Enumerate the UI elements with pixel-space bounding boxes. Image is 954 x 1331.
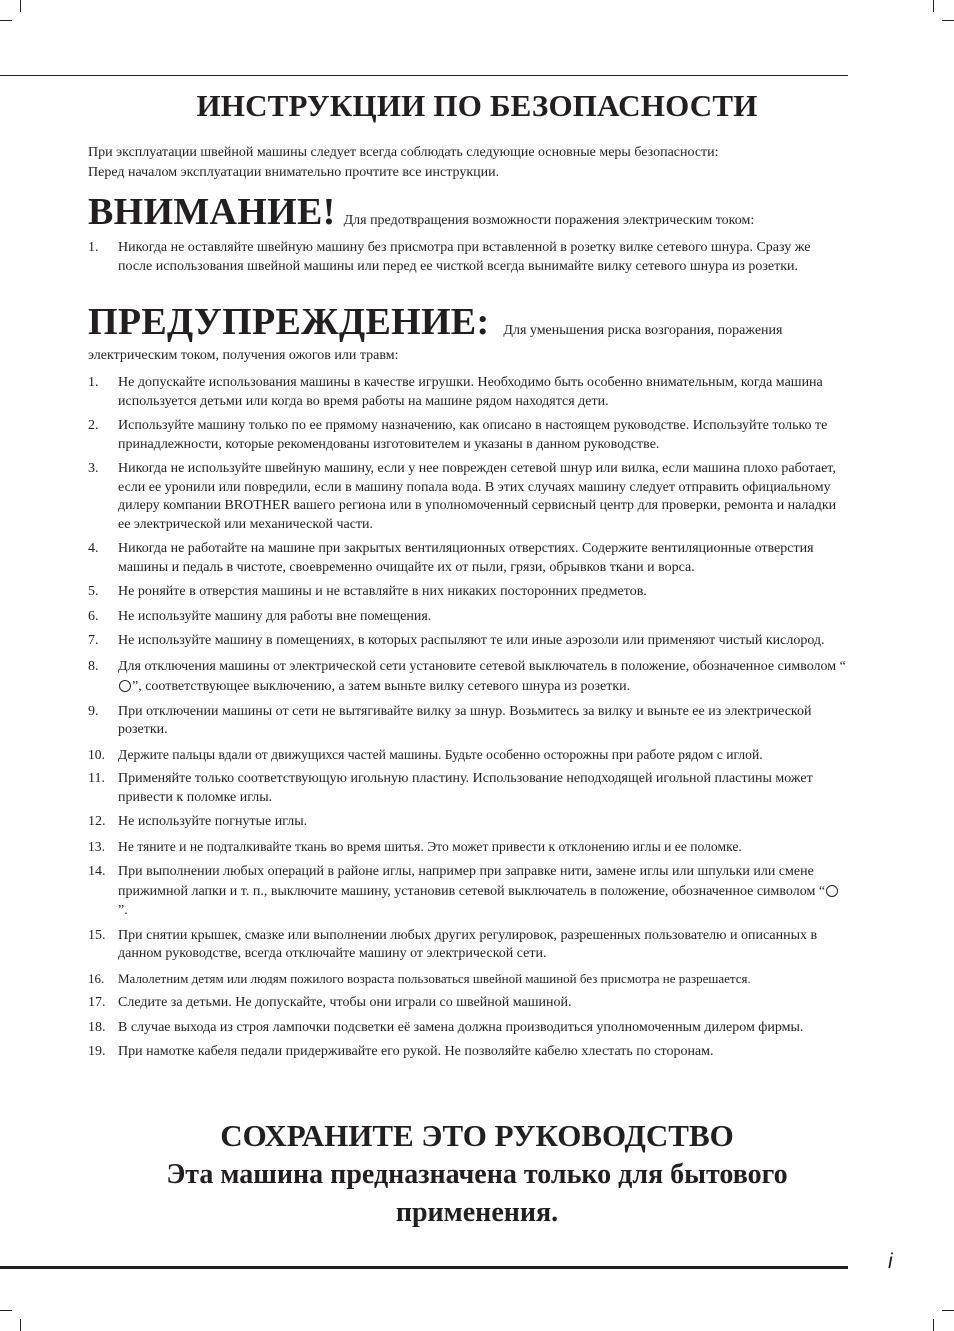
- home-use-line: применения.: [395, 1197, 559, 1228]
- crop-mark: [20, 0, 21, 12]
- warning-note-continued: электрическим током, получения ожогов или травм:: [88, 348, 399, 363]
- list-item: [88, 608, 848, 627]
- item-text: Не роняйте в отверстия машины и не вставляйте в них никаких посторонних предметов.: [118, 584, 647, 599]
- circle-off-symbol-icon: [826, 885, 838, 897]
- list-item: [88, 994, 848, 1013]
- item-text: При снятии крышек, смазке или выполнении любых других регулировок, разрешенных пользователю и описанных в данном руководстве, всегда отключайте машину от электрической сети.: [118, 927, 818, 961]
- crop-mark: [0, 20, 12, 21]
- warning-list: [88, 374, 848, 1062]
- item-number: 5.: [88, 584, 99, 599]
- page-title: ИНСТРУКЦИИ ПО БЕЗОПАСНОСТИ: [196, 88, 758, 123]
- item-number: 6.: [88, 608, 99, 624]
- list-item: [88, 927, 848, 964]
- item-number: 2.: [88, 418, 99, 433]
- item-text: Не допускайте использования машины в качестве игрушки. Необходимо быть особенно внимательным, когда машина используется детьми или когда во время работы на машине рядом находятся дети.: [118, 375, 823, 409]
- intro-text: [88, 143, 848, 183]
- item-number: 3.: [88, 461, 99, 476]
- caution-heading: ВНИМАНИЕ!: [88, 191, 336, 233]
- list-item: [88, 374, 848, 411]
- item-text: Используйте машину только по ее прямому назначению, как описано в настоящем руководстве. Используйте только те принадлежности, которые рекомендованы изготовителем и указаны в данном руководстве.: [118, 418, 828, 452]
- item-number: 1.: [88, 240, 99, 255]
- home-use-line: Эта машина предназначена только для бытового: [166, 1159, 788, 1190]
- crop-mark: [0, 1310, 12, 1311]
- item-text: ”, соответствующее выключению, а затем выньте вилку сетевого шнура из розетки.: [132, 678, 631, 694]
- item-text: ”.: [118, 903, 128, 918]
- item-number: 13.: [88, 838, 105, 854]
- list-item: [88, 838, 848, 857]
- crop-mark: [20, 1319, 21, 1331]
- item-number: 10.: [88, 746, 105, 762]
- item-text: Не используйте машину в помещениях, в которых распыляют те или иные аэрозоли или применяют чистый кислород.: [118, 633, 825, 648]
- item-number: 11.: [88, 771, 105, 786]
- item-text: При отключении машины от сети не вытягивайте вилку за шнур. Возьмитесь за вилку и выньте ее из электрической розетки.: [118, 703, 812, 737]
- warning-heading-row: [88, 300, 858, 344]
- item-text: При намотке кабеля педали придерживайте его рукой. Не позволяйте кабелю хлестать по сторонам.: [118, 1044, 714, 1059]
- item-text: Малолетним детям или людям пожилого возраста пользоваться швейной машиной без присмотра не разрешается.: [118, 970, 751, 986]
- page-number: i: [888, 1250, 893, 1273]
- item-text: В случае выхода из строя лампочки подсветки её замена должна производиться уполномоченным дилером фирмы.: [118, 1019, 804, 1035]
- list-item: [88, 1043, 848, 1062]
- list-item: [88, 746, 848, 765]
- caution-list: [88, 239, 848, 276]
- list-item: [88, 239, 848, 276]
- warning-heading: ПРЕДУПРЕЖДЕНИЕ:: [88, 301, 490, 343]
- item-number: 17.: [88, 995, 106, 1010]
- list-item: [88, 540, 848, 577]
- list-item: [88, 1019, 848, 1038]
- item-number: 8.: [88, 658, 99, 674]
- list-item: [88, 703, 848, 740]
- list-item: [88, 657, 848, 697]
- item-number: 19.: [88, 1044, 106, 1059]
- item-text: Никогда не работайте на машине при закрытых вентиляционных отверстиях. Содержите вентиляционные отверстия машины и педаль в чистоте, своевременно очищайте их от пыли, грязи, обрывков ткани и ворса.: [118, 541, 814, 575]
- crop-mark: [933, 1319, 934, 1331]
- caution-heading-row: [88, 190, 858, 234]
- bottom-rule: [0, 1266, 848, 1269]
- intro-line: При эксплуатации швейной машины следует всегда соблюдать следующие основные меры безопасности:: [88, 145, 719, 160]
- list-item: [88, 862, 848, 921]
- crop-mark: [933, 0, 934, 12]
- intro-line: Перед началом эксплуатации внимательно прочтите все инструкции.: [88, 165, 500, 180]
- item-number: 9.: [88, 703, 99, 719]
- item-text: Не используйте машину для работы вне помещения.: [118, 608, 432, 624]
- list-item: [88, 970, 848, 989]
- item-number: 7.: [88, 633, 99, 648]
- list-item: [88, 417, 848, 454]
- warning-note: Для уменьшения риска возгорания, поражения: [503, 323, 783, 338]
- list-item: [88, 632, 848, 651]
- list-item: [88, 460, 848, 534]
- item-number: 12.: [88, 814, 106, 829]
- item-text: Никогда не оставляйте швейную машину без присмотра при вставленной в розетку вилке сетевого шнура. Сразу же после использования швейной машины или перед ее чисткой всегда вынимайте вилку сетевого шнура из розетки.: [118, 240, 811, 274]
- list-item: [88, 770, 848, 807]
- item-number: 1.: [88, 375, 99, 390]
- item-number: 15.: [88, 927, 106, 943]
- crop-mark: [942, 20, 954, 21]
- item-text: Держите пальцы вдали от движущихся частей машины. Будьте особенно осторожны при работе рядом с иглой.: [118, 746, 763, 762]
- crop-mark: [942, 1310, 954, 1311]
- circle-off-symbol-icon: [119, 680, 131, 692]
- item-text: Для отключения машины от электрической сети установите сетевой выключатель в положение, обозначенное символом “: [118, 658, 846, 674]
- item-number: 4.: [88, 541, 99, 556]
- item-text: Никогда не используйте швейную машину, если у нее поврежден сетевой шнур или вилка, если машина плохо работает, если ее уронили или повредили, если в машину попала вода. В этих случаях машину следует отправить официальному дилеру компании BROTHER вашего региона или в уполномоченный сервисный центр для проверки, ремонта и наладки ее электрической или механической части.: [118, 461, 837, 532]
- top-rule: [0, 75, 848, 76]
- save-manual-heading: СОХРАНИТЕ ЭТО РУКОВОДСТВО: [220, 1118, 734, 1153]
- home-use-notice: [0, 1156, 954, 1232]
- caution-note: Для предотвращения возможности поражения электрическим током:: [343, 213, 755, 228]
- item-text: Применяйте только соответствующую игольную пластину. Использование неподходящей игольной пластины может привести к поломке иглы.: [118, 771, 813, 805]
- item-number: 14.: [88, 864, 106, 879]
- list-item: [88, 583, 848, 602]
- list-item: [88, 813, 848, 832]
- item-number: 16.: [88, 970, 105, 986]
- item-text: Не используйте погнутые иглы.: [118, 814, 308, 829]
- item-text: При выполнении любых операций в районе иглы, например при заправке нити, замене иглы или шпульки или смене прижимной лапки и т. п., выключите машину, установив сетевой выключатель в положение, обозначенное символом “: [118, 864, 826, 899]
- item-number: 18.: [88, 1019, 106, 1035]
- item-text: Не тяните и не подталкивайте ткань во время шитья. Это может привести к отклонению иглы и ее поломке.: [118, 838, 742, 854]
- item-text: Следите за детьми. Не допускайте, чтобы они играли со швейной машиной.: [118, 995, 572, 1010]
